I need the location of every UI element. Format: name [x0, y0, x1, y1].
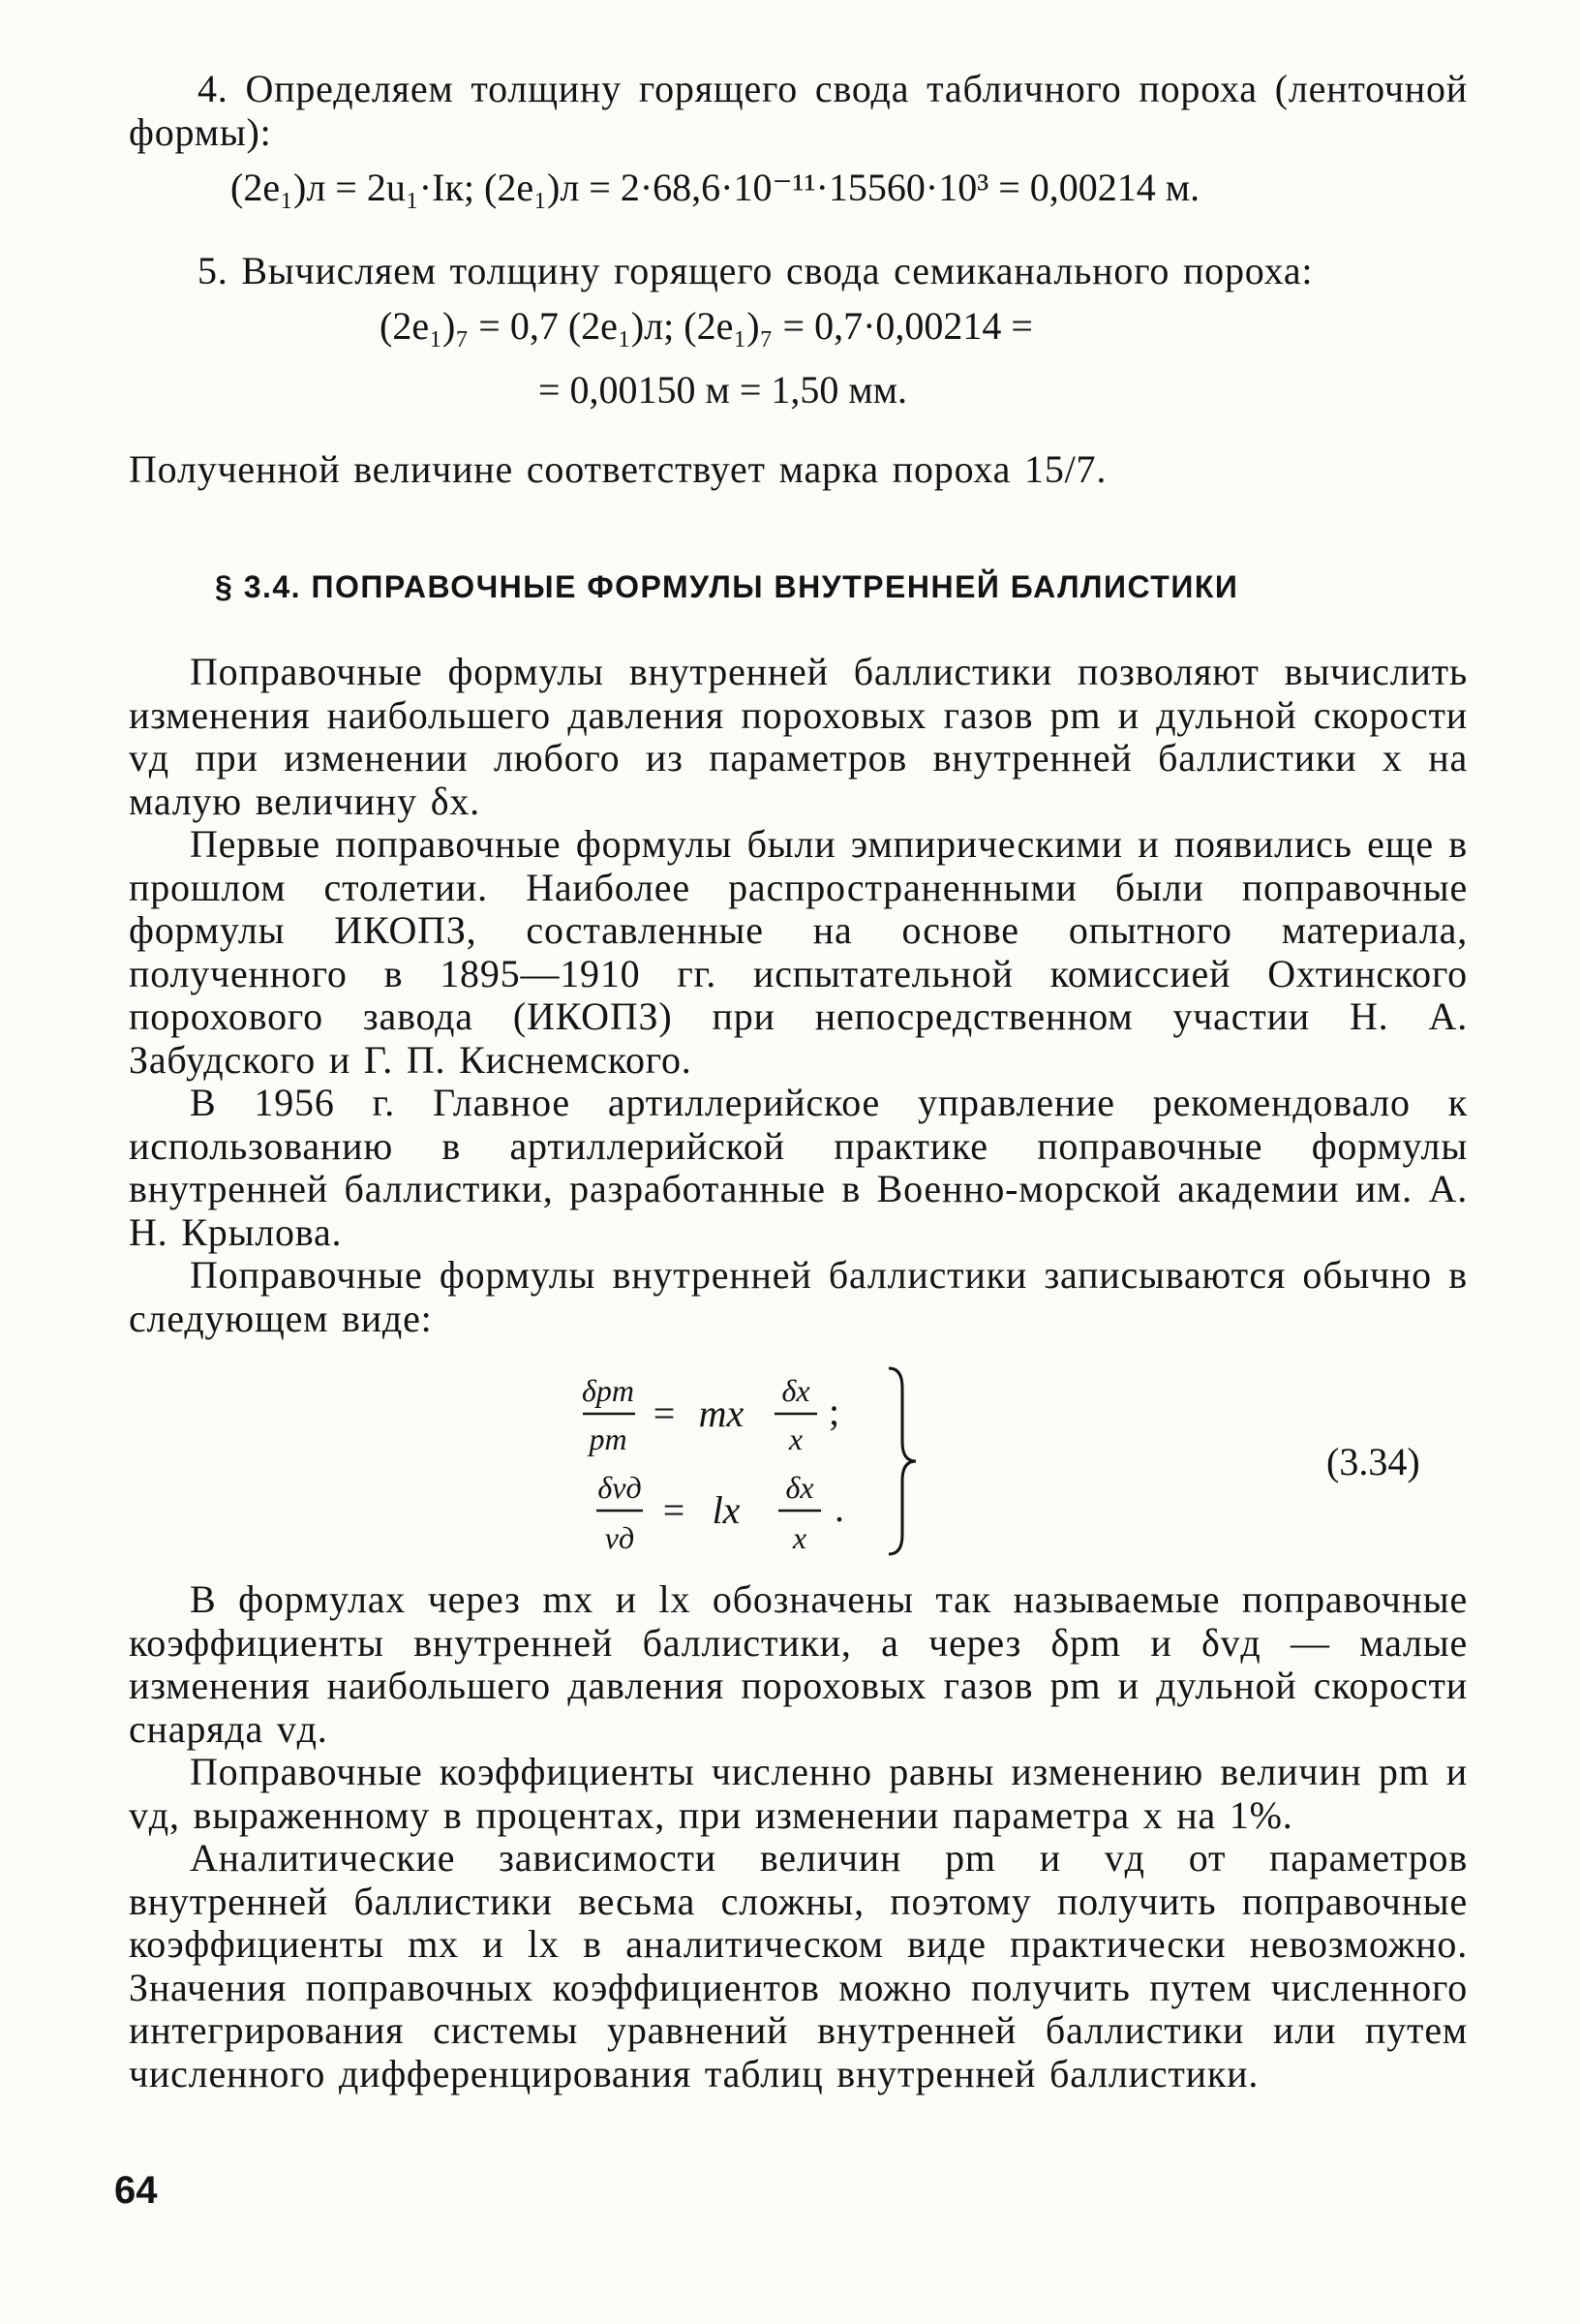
- page-number: 64: [114, 2169, 158, 2212]
- correction-formulas: [581, 1361, 929, 1564]
- equation-number: (3.34): [1326, 1440, 1420, 1483]
- equation-thickness-seven-line2: = 0,00150 м = 1,50 мм.: [538, 368, 908, 412]
- result-sentence: Полученной величине соответствует марка пороха 15/7.: [129, 447, 1108, 491]
- numerator-delta-vd: δvд: [597, 1470, 642, 1505]
- step-4-text: 4. Определяем толщину горящего свода табличного пороха (ленточной формы):: [129, 67, 1468, 154]
- denominator-x: x: [788, 1422, 804, 1456]
- equals-sign: =: [662, 1488, 685, 1532]
- equation-thickness-tape: (2e₁)л = 2u₁·Iк; (2e₁)л = 2·68,6·10⁻¹¹·15560·10³ = 0,00214 м.: [230, 166, 1200, 209]
- semicolon: ;: [829, 1390, 840, 1433]
- paragraph: В 1956 г. Главное артиллерийское управление рекомендовало к использованию в артиллерийской практике поправочные формулы внутренней баллистики, разработанные в Военно-морской академии им. А. Н. Крылова.: [129, 1081, 1468, 1254]
- coefficient-lx: lx: [712, 1488, 741, 1532]
- denominator-x: x: [792, 1520, 807, 1555]
- section-heading: § 3.4. ПОПРАВОЧНЫЕ ФОРМУЛЫ ВНУТРЕННЕЙ БАЛЛИСТИКИ: [215, 569, 1239, 604]
- numerator-delta-x: δx: [785, 1470, 814, 1505]
- paragraph: Поправочные коэффициенты численно равны изменению величин pm и vд, выраженному в процентах, при изменении параметра x на 1%.: [129, 1750, 1468, 1837]
- step-5-text: 5. Вычисляем толщину горящего свода семиканального пороха:: [198, 249, 1314, 292]
- body-text-bottom: [129, 1578, 1468, 2095]
- paragraph: Аналитические зависимости величин pm и vд от параметров внутренней баллистики весьма сложны, поэтому получить поправочные коэффициенты mx и lx в аналитическом виде практически невозможно. Значения поправочных коэффициентов можно получить путем численного интегрирования системы уравнений внутренней баллистики или путем численного дифференцирования таблиц внутренней баллистики.: [129, 1836, 1468, 2095]
- denominator-vd: vд: [604, 1520, 635, 1555]
- right-brace: [889, 1368, 916, 1554]
- paragraph: В формулах через mx и lx обозначены так называемые поправочные коэффициенты внутренней баллистики, а через δpm и δvд — малые изменения наибольшего давления пороховых газов pm и дульной скорости снаряда vд.: [129, 1577, 1468, 1751]
- paragraph: Поправочные формулы внутренней баллистики позволяют вычислить изменения наибольшего давления пороховых газов pm и дульной скорости vд при изменении любого из параметров внутренней баллистики x на малую величину δx.: [129, 650, 1468, 823]
- period: .: [835, 1486, 844, 1530]
- coefficient-mx: mx: [698, 1391, 744, 1435]
- numerator-delta-pm: δpm: [582, 1373, 634, 1408]
- body-text-top: [129, 651, 1468, 1340]
- denominator-pm: pm: [589, 1422, 627, 1456]
- equals-sign: =: [653, 1391, 676, 1435]
- paragraph: Первые поправочные формулы были эмпирическими и появились еще в прошлом столетии. Наиболее распространенными были поправочные формулы ИКОПЗ, составленные на основе опытного материала, полученного в 1895—1910 гг. испытательной комиссией Охтинского порохового завода (ИКОПЗ) при непосредственном участии Н. А. Забудского и Г. П. Киснемского.: [129, 822, 1468, 1082]
- paragraph: Поправочные формулы внутренней баллистики записываются обычно в следующем виде:: [129, 1253, 1468, 1340]
- numerator-delta-x: δx: [781, 1373, 810, 1408]
- equation-thickness-seven-line1: (2e₁)₇ = 0,7 (2e₁)л; (2e₁)₇ = 0,7·0,00214 =: [380, 304, 1033, 348]
